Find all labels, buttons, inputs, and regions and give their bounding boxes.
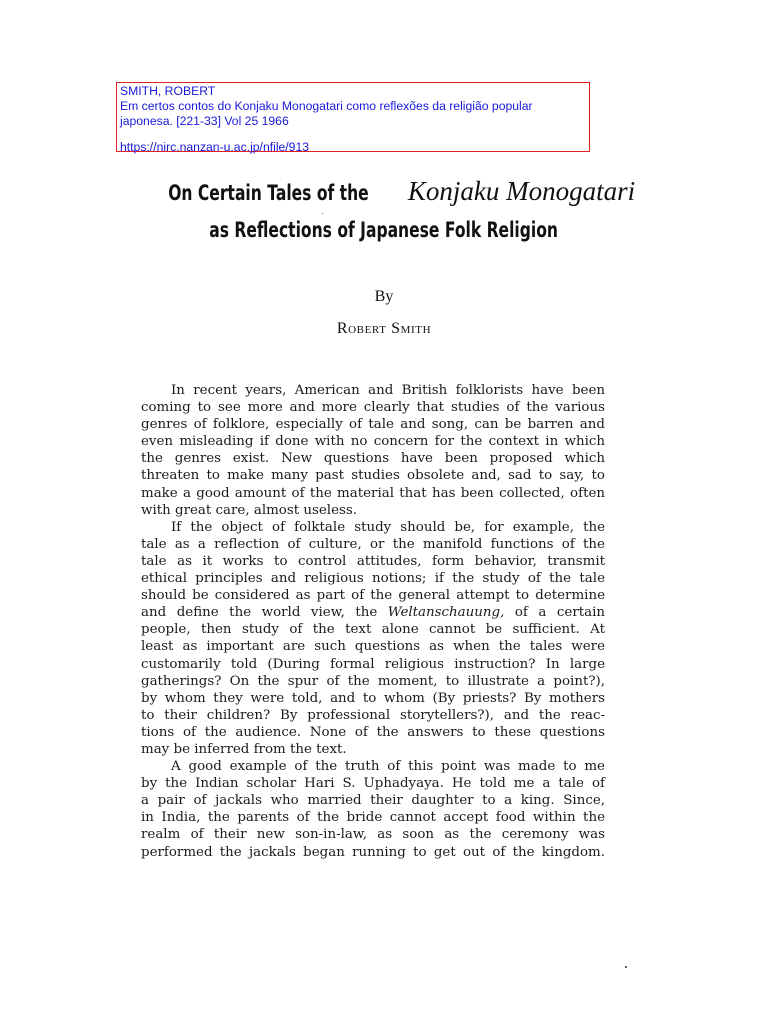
byline-by: By (374, 288, 394, 305)
citation-details: japonesa. [221-33] Vol 25 1966 (120, 114, 289, 128)
citation-author: SMITH, ROBERT (120, 84, 216, 98)
article-body (141, 382, 605, 861)
article-subtitle: as Reflections of Japanese Folk Religion (209, 218, 559, 242)
body-line: performed the jackals began running to get out of the kingdom. (141, 844, 605, 860)
citation-title: Em certos contos do Konjaku Monogatari como reflexões da religião popular (120, 99, 533, 113)
body-line: should be considered as part of the general attempt to determine (141, 588, 605, 604)
scan-speck (322, 213, 323, 214)
article-title-line2 (0, 218, 768, 242)
body-line: gatherings? On the spur of the moment, to illustrate a point?), (141, 673, 605, 689)
body-line: realm of their new son-in-law, as soon as the ceremony was (141, 827, 605, 843)
body-line: to their children? By professional storytellers?), and the reac- (141, 707, 605, 723)
byline-author: Robert Smith (336, 320, 432, 337)
body-line-start: and define the world view, the (141, 605, 378, 621)
body-line: genres of folklore, especially of tale and song, can be barren and (141, 417, 605, 433)
body-line: make a good amount of the material that has been collected, often (141, 485, 605, 501)
body-line: with great care, almost useless. (141, 502, 358, 518)
body-line: may be inferred from the text. (141, 741, 347, 757)
body-line-weltanschauung (141, 604, 605, 621)
article-title-prefix: On Certain Tales of the (168, 181, 369, 205)
body-line: even misleading if done with no concern for the context in which (141, 434, 605, 450)
weltanschauung-term: Weltanschauung, (387, 605, 505, 621)
body-line: ethical principles and religious notions; if the study of the tale (141, 571, 605, 587)
body-line: In recent years, American and British folklorists have been (171, 383, 605, 398)
body-line: threaten to make many past studies obsolete and, sad to say, to (141, 468, 605, 484)
article-title-italic: Konjaku Monogatari (407, 176, 636, 206)
body-line: coming to see more and more clearly that studies of the various (141, 400, 605, 416)
citation-url-link[interactable]: https://nirc.nanzan-u.ac.jp/nfile/913 (120, 140, 310, 154)
body-line: by the Indian scholar Hari S. Uphadyaya. He told me a tale of (141, 776, 605, 792)
body-line: least as important are such questions as when the tales were (141, 639, 605, 655)
body-line: tions of the audience. None of the answers to these questions (141, 724, 605, 740)
body-line: If the object of folktale study should be, for example, the (171, 519, 605, 535)
body-line: tale as it works to control attitudes, form behavior, transmit (141, 553, 605, 569)
body-line: a pair of jackals who married their daughter to a king. Since, (141, 793, 605, 809)
scan-speck (625, 966, 627, 968)
article-title-line1 (0, 176, 768, 207)
citation-box (116, 82, 590, 152)
body-line-end: of a certain (504, 605, 605, 621)
body-line: A good example of the truth of this point was made to me (171, 759, 605, 775)
body-line: by whom they were told, and to whom (By priests? By mothers (141, 690, 605, 706)
body-line: in India, the parents of the bride cannot accept food within the (141, 810, 605, 826)
body-line: tale as a reflection of culture, or the manifold functions of the (141, 536, 605, 552)
body-line: the genres exist. New questions have been proposed which (141, 451, 605, 467)
body-line: customarily told (During formal religious instruction? In large (141, 656, 605, 672)
body-line: people, then study of the text alone cannot be sufficient. At (141, 622, 605, 638)
